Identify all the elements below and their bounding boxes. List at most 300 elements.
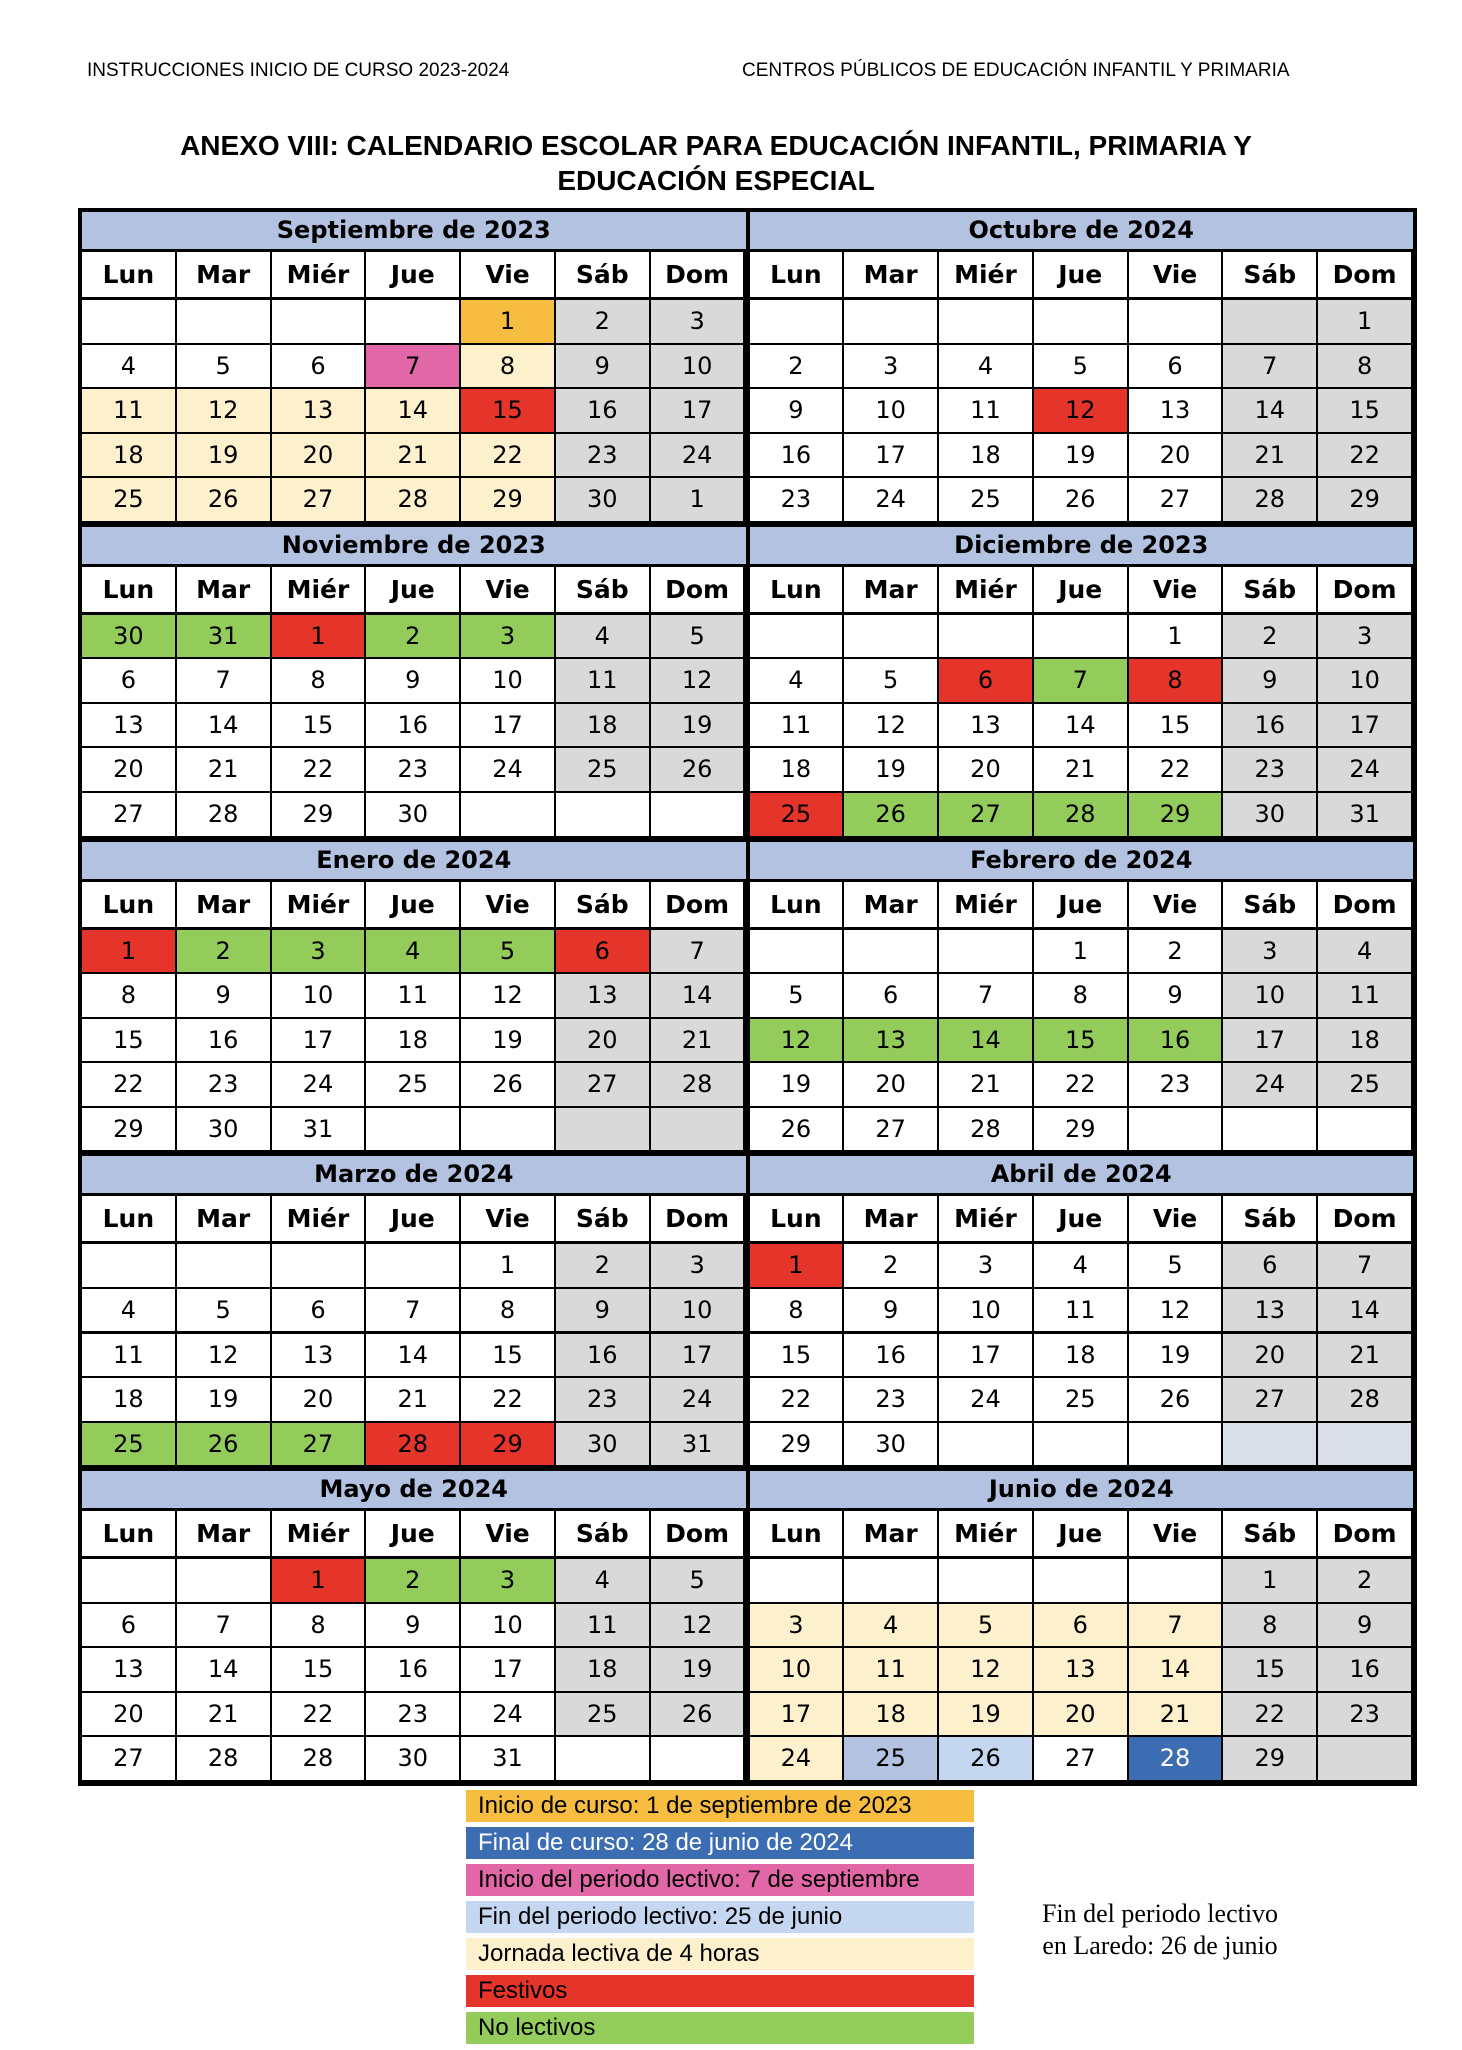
weekday-header: Jue [366,1196,459,1241]
weekday-header: Lun [750,252,843,297]
day-cell [939,930,1032,973]
day-cell: 6 [1129,345,1222,388]
day-cell: 28 [272,1737,365,1780]
day-cell: 30 [366,1737,459,1780]
day-cell: 28 [1129,1737,1222,1780]
day-cell: 21 [366,434,459,477]
day-cell: 19 [651,704,744,747]
day-cell: 9 [1223,659,1316,702]
weekday-header: Vie [461,252,554,297]
day-cell [939,1559,1032,1602]
day-cell [366,300,459,343]
day-cell: 5 [844,659,937,702]
day-cell: 20 [1129,434,1222,477]
day-cell [556,793,649,836]
day-cell: 1 [1318,300,1411,343]
weekday-header: Jue [1034,1511,1127,1556]
day-cell: 15 [1223,1648,1316,1691]
day-cell: 24 [461,748,554,791]
weekday-header: Lun [82,567,175,612]
day-cell: 10 [844,389,937,432]
weekday-header: Jue [1034,882,1127,927]
day-cell: 20 [844,1063,937,1106]
day-cell [177,1244,270,1287]
weekday-header: Mar [177,252,270,297]
day-cell: 19 [177,1378,270,1421]
day-cell: 2 [366,1559,459,1602]
day-cell: 13 [844,1019,937,1062]
day-cell: 23 [556,1378,649,1421]
day-cell: 22 [461,1378,554,1421]
weekday-header: Dom [651,1511,744,1556]
day-cell [1318,1423,1411,1466]
day-cell: 20 [939,748,1032,791]
day-cell: 18 [1318,1019,1411,1062]
day-cell: 23 [750,478,843,521]
day-cell: 12 [1129,1289,1222,1332]
day-cell: 24 [1318,748,1411,791]
day-cell: 21 [651,1019,744,1062]
day-cell: 22 [1034,1063,1127,1106]
day-cell: 21 [177,1693,270,1736]
day-cell: 27 [82,793,175,836]
day-cell: 9 [556,1289,649,1332]
day-cell: 31 [1318,793,1411,836]
day-cell: 22 [1318,434,1411,477]
weekday-header: Sáb [1223,1511,1316,1556]
day-cell [651,1737,744,1780]
day-cell: 16 [366,704,459,747]
day-cell: 20 [82,748,175,791]
day-cell: 29 [461,1423,554,1466]
weekday-header: Jue [366,252,459,297]
day-cell: 3 [651,300,744,343]
weekday-header: Mar [177,1196,270,1241]
day-cell: 28 [1318,1378,1411,1421]
day-cell: 24 [939,1378,1032,1421]
weekday-header: Miér [939,567,1032,612]
day-cell: 4 [750,659,843,702]
day-cell: 5 [651,615,744,658]
day-cell: 4 [82,345,175,388]
weekday-header: Miér [272,567,365,612]
weekday-header: Jue [1034,567,1127,612]
day-cell: 2 [1223,615,1316,658]
day-cell [1129,300,1222,343]
day-cell: 11 [82,389,175,432]
weekday-header: Miér [939,1511,1032,1556]
day-cell: 15 [1129,704,1222,747]
legend-item: No lectivos [466,2012,974,2044]
day-cell: 3 [1223,930,1316,973]
day-cell: 29 [82,1108,175,1151]
day-cell: 20 [1034,1693,1127,1736]
legend-item: Fin del periodo lectivo: 25 de junio [466,1901,974,1933]
month-block [750,1156,1414,1467]
day-cell: 14 [1223,389,1316,432]
day-cell: 19 [750,1063,843,1106]
day-cell: 3 [461,615,554,658]
day-cell: 28 [366,478,459,521]
weekday-header: Lun [82,1196,175,1241]
day-cell: 18 [939,434,1032,477]
day-cell: 29 [1318,478,1411,521]
legend-item: Inicio de curso: 1 de septiembre de 2023 [466,1790,974,1822]
day-cell: 17 [750,1693,843,1736]
day-cell: 16 [366,1648,459,1691]
weekday-header: Vie [461,1511,554,1556]
day-cell: 28 [651,1063,744,1106]
day-cell: 2 [556,1244,649,1287]
day-cell: 3 [750,1604,843,1647]
day-cell: 19 [651,1648,744,1691]
day-cell: 12 [651,659,744,702]
day-cell: 21 [177,748,270,791]
day-cell [1318,1108,1411,1151]
weekday-header: Mar [177,567,270,612]
day-cell: 27 [1034,1737,1127,1780]
day-cell: 14 [177,1648,270,1691]
day-cell: 5 [651,1559,744,1602]
day-cell [939,300,1032,343]
day-cell [750,300,843,343]
day-cell: 16 [1318,1648,1411,1691]
weekday-header: Sáb [556,252,649,297]
day-cell: 14 [366,389,459,432]
day-cell: 17 [651,389,744,432]
weekday-header: Mar [844,252,937,297]
weekday-header: Miér [272,1196,365,1241]
day-cell: 12 [651,1604,744,1647]
day-cell: 11 [1318,974,1411,1017]
weekday-header: Mar [844,1196,937,1241]
day-cell: 14 [1034,704,1127,747]
day-cell: 6 [82,659,175,702]
day-cell: 15 [461,389,554,432]
day-cell: 31 [461,1737,554,1780]
day-cell: 14 [366,1334,459,1377]
day-cell: 14 [177,704,270,747]
day-cell: 20 [556,1019,649,1062]
day-cell: 30 [1223,793,1316,836]
day-cell: 12 [177,389,270,432]
day-cell: 1 [461,300,554,343]
day-cell: 1 [1129,615,1222,658]
day-cell: 14 [1318,1289,1411,1332]
day-cell: 10 [651,1289,744,1332]
page-title-line-1: ANEXO VIII: CALENDARIO ESCOLAR PARA EDUCACIÓN INFANTIL, PRIMARIA Y [180,130,1252,161]
day-cell: 19 [1034,434,1127,477]
weekday-header: Vie [461,1196,554,1241]
day-cell: 2 [177,930,270,973]
day-cell: 16 [750,434,843,477]
day-cell: 6 [272,1289,365,1332]
day-cell: 10 [651,345,744,388]
day-cell: 13 [272,389,365,432]
day-cell: 24 [844,478,937,521]
day-cell [82,1559,175,1602]
weekday-header: Vie [1129,1196,1222,1241]
day-cell: 30 [177,1108,270,1151]
day-cell: 21 [1034,748,1127,791]
day-cell: 19 [939,1693,1032,1736]
month-block [750,1471,1414,1782]
month-title: Febrero de 2024 [750,842,1414,879]
day-cell: 1 [1223,1559,1316,1602]
day-cell: 18 [556,704,649,747]
weekday-header: Jue [1034,252,1127,297]
month-block [82,1471,746,1782]
day-cell: 5 [177,345,270,388]
day-cell: 1 [1034,930,1127,973]
day-cell: 2 [556,300,649,343]
day-cell: 25 [82,1423,175,1466]
day-cell: 18 [844,1693,937,1736]
day-cell: 3 [1318,615,1411,658]
weekday-header: Sáb [1223,252,1316,297]
weekday-header: Sáb [556,1196,649,1241]
day-cell: 23 [1223,748,1316,791]
weekday-header: Vie [1129,1511,1222,1556]
day-cell: 11 [750,704,843,747]
day-cell: 30 [82,615,175,658]
day-cell: 21 [1223,434,1316,477]
day-cell: 14 [651,974,744,1017]
header-right: CENTROS PÚBLICOS DE EDUCACIÓN INFANTIL Y PRIMARIA [742,60,1290,81]
day-cell: 4 [556,615,649,658]
day-cell: 20 [272,434,365,477]
day-cell: 2 [1318,1559,1411,1602]
day-cell: 26 [177,1423,270,1466]
day-cell: 22 [1129,748,1222,791]
day-cell: 27 [939,793,1032,836]
weekday-header: Sáb [1223,882,1316,927]
day-cell: 2 [1129,930,1222,973]
day-cell: 30 [556,1423,649,1466]
day-cell: 25 [939,478,1032,521]
weekday-header: Dom [1318,567,1411,612]
weekday-header: Dom [651,567,744,612]
day-cell: 23 [556,434,649,477]
month-block [750,842,1414,1153]
day-cell [1223,1423,1316,1466]
day-cell: 25 [844,1737,937,1780]
weekday-header: Vie [461,567,554,612]
day-cell: 11 [556,659,649,702]
day-cell [1129,1108,1222,1151]
day-cell: 24 [272,1063,365,1106]
day-cell: 8 [272,659,365,702]
day-cell [1223,300,1316,343]
day-cell: 7 [651,930,744,973]
day-cell [272,1244,365,1287]
day-cell: 2 [844,1244,937,1287]
day-cell: 28 [1223,478,1316,521]
day-cell: 25 [1318,1063,1411,1106]
day-cell: 7 [366,1289,459,1332]
day-cell: 24 [1223,1063,1316,1106]
day-cell: 13 [1223,1289,1316,1332]
day-cell: 7 [1223,345,1316,388]
day-cell: 17 [651,1334,744,1377]
day-cell: 8 [750,1289,843,1332]
day-cell: 3 [844,345,937,388]
day-cell: 4 [366,930,459,973]
day-cell: 10 [939,1289,1032,1332]
weekday-header: Mar [844,567,937,612]
day-cell: 15 [1318,389,1411,432]
day-cell: 25 [366,1063,459,1106]
day-cell: 27 [556,1063,649,1106]
weekday-header: Mar [177,1511,270,1556]
day-cell: 28 [1034,793,1127,836]
weekday-header: Jue [1034,1196,1127,1241]
day-cell: 7 [1129,1604,1222,1647]
day-cell: 6 [1223,1244,1316,1287]
day-cell: 9 [844,1289,937,1332]
day-cell: 10 [1318,659,1411,702]
day-cell: 7 [1318,1244,1411,1287]
weekday-header: Miér [272,882,365,927]
day-cell: 12 [1034,389,1127,432]
day-cell [366,1108,459,1151]
day-cell: 26 [177,478,270,521]
day-cell: 22 [82,1063,175,1106]
legend-item: Final de curso: 28 de junio de 2024 [466,1827,974,1859]
day-cell [844,1559,937,1602]
day-cell [1034,300,1127,343]
month-block [750,527,1414,838]
day-cell: 1 [750,1244,843,1287]
day-cell: 31 [177,615,270,658]
month-title: Octubre de 2024 [750,212,1414,249]
weekday-header: Mar [844,882,937,927]
day-cell [1034,1423,1127,1466]
day-cell: 6 [82,1604,175,1647]
day-cell: 7 [939,974,1032,1017]
day-cell: 16 [844,1334,937,1377]
day-cell: 26 [651,748,744,791]
day-cell: 19 [177,434,270,477]
day-cell: 26 [844,793,937,836]
day-cell [177,1559,270,1602]
day-cell: 23 [366,748,459,791]
day-cell: 24 [651,1378,744,1421]
day-cell: 7 [1034,659,1127,702]
day-cell: 23 [366,1693,459,1736]
day-cell [556,1737,649,1780]
day-cell: 11 [82,1334,175,1377]
day-cell: 6 [1034,1604,1127,1647]
day-cell: 3 [939,1244,1032,1287]
day-cell: 25 [1034,1378,1127,1421]
day-cell: 17 [272,1019,365,1062]
day-cell: 17 [461,1648,554,1691]
day-cell: 29 [1034,1108,1127,1151]
page-title [0,128,1432,198]
weekday-header: Sáb [1223,567,1316,612]
month-block [82,1156,746,1467]
day-cell: 8 [1129,659,1222,702]
day-cell: 22 [461,434,554,477]
day-cell: 9 [1129,974,1222,1017]
weekday-header: Lun [750,567,843,612]
day-cell: 5 [177,1289,270,1332]
day-cell: 1 [651,478,744,521]
weekday-header: Vie [461,882,554,927]
day-cell: 3 [272,930,365,973]
day-cell [556,1108,649,1151]
day-cell: 13 [82,1648,175,1691]
day-cell: 28 [939,1108,1032,1151]
weekday-header: Dom [1318,1511,1411,1556]
day-cell: 29 [1223,1737,1316,1780]
day-cell: 26 [939,1737,1032,1780]
day-cell: 12 [750,1019,843,1062]
weekday-header: Lun [82,1511,175,1556]
day-cell: 8 [272,1604,365,1647]
day-cell: 14 [1129,1648,1222,1691]
day-cell: 18 [556,1648,649,1691]
day-cell: 19 [461,1019,554,1062]
day-cell: 19 [844,748,937,791]
day-cell: 8 [1318,345,1411,388]
day-cell: 18 [1034,1334,1127,1377]
day-cell: 11 [366,974,459,1017]
weekday-header: Miér [939,252,1032,297]
day-cell: 26 [1129,1378,1222,1421]
weekday-header: Lun [82,882,175,927]
day-cell: 10 [272,974,365,1017]
weekday-header: Sáb [556,567,649,612]
month-title: Diciembre de 2023 [750,527,1414,564]
weekday-header: Lun [750,1196,843,1241]
day-cell [1223,1108,1316,1151]
day-cell: 21 [1129,1693,1222,1736]
day-cell: 13 [1129,389,1222,432]
day-cell: 22 [750,1378,843,1421]
month-title: Marzo de 2024 [82,1156,746,1193]
day-cell: 15 [82,1019,175,1062]
weekday-header: Dom [651,882,744,927]
day-cell: 5 [1129,1244,1222,1287]
day-cell: 26 [651,1693,744,1736]
day-cell: 24 [750,1737,843,1780]
day-cell: 21 [366,1378,459,1421]
header-left: INSTRUCCIONES INICIO DE CURSO 2023-2024 [87,60,510,81]
day-cell: 27 [272,478,365,521]
weekday-header: Vie [1129,882,1222,927]
day-cell: 10 [461,1604,554,1647]
day-cell: 25 [750,793,843,836]
day-cell: 24 [461,1693,554,1736]
month-title: Junio de 2024 [750,1471,1414,1508]
day-cell: 22 [272,1693,365,1736]
weekday-header: Jue [366,882,459,927]
day-cell: 11 [556,1604,649,1647]
day-cell: 14 [939,1019,1032,1062]
month-block [82,212,746,523]
day-cell: 11 [939,389,1032,432]
day-cell: 17 [461,704,554,747]
day-cell: 8 [461,345,554,388]
day-cell: 6 [939,659,1032,702]
day-cell: 28 [177,793,270,836]
day-cell: 9 [366,659,459,702]
day-cell: 5 [939,1604,1032,1647]
day-cell: 22 [1223,1693,1316,1736]
day-cell: 29 [461,478,554,521]
